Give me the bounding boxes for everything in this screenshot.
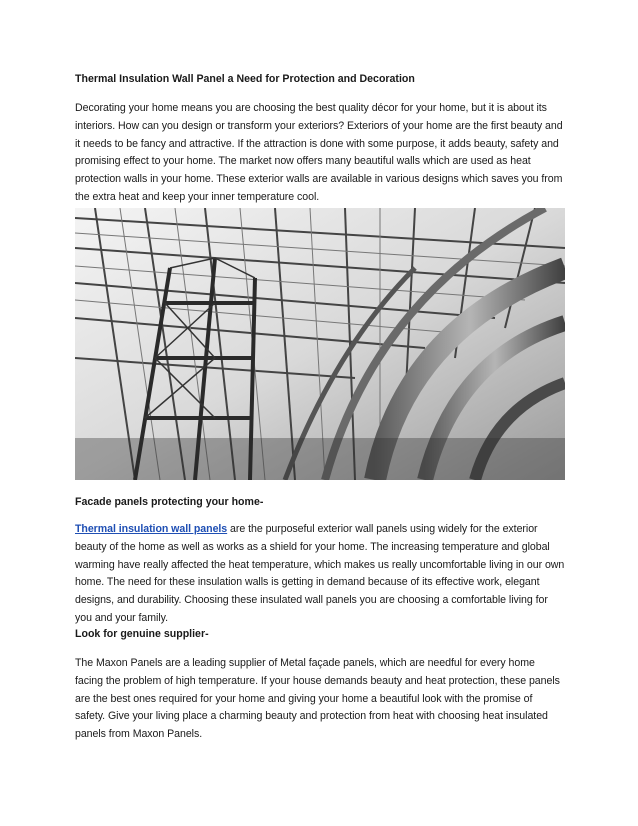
intro-paragraph: Decorating your home means you are choosing the best quality décor for your home, but it is about its interiors. How can you design or transform your exteriors? Exteriors of your home are the first beauty and it needs to be fancy and attractive. If the attraction is done with some purpose, it adds beauty, safety and promising effect to your home. The market now offers many beautiful walls which are used as heat protection walls in your home. These exterior walls are available in various designs which saves you from the extra heat and keep your inner temperature cool. [75, 102, 563, 203]
thermal-panels-link[interactable]: Thermal insulation wall panels [75, 523, 228, 535]
glass-roof-photo [75, 208, 565, 480]
supplier-paragraph: The Maxon Panels are a leading supplier of Metal façade panels, which are needful for every home facing the problem of high temperature. If your house demands beauty and heat protection, these panels are the best ones required for your home and giving your home a beautiful look with the promise of safety. Give your living place a charming beauty and protection from heat with choosing heat insulated panels from Maxon Panels. [75, 657, 560, 741]
section-heading-supplier: Look for genuine supplier- [75, 628, 209, 640]
facade-paragraph-text: are the purposeful exterior wall panels using widely for the exterior beauty of the home as well as works as a shield for your home. The increasing temperature and global warming have really affected the heat temperature, which makes us really uncomfortable living in our own home. The need for these insulation walls is getting in demand because of its effective work, elegant designs, and durability. Choosing these insulated wall panels you are choosing a comfortable living for you and your family. [75, 523, 565, 624]
section-heading-facade: Facade panels protecting your home- [75, 496, 264, 508]
facade-paragraph [75, 521, 565, 628]
document-title: Thermal Insulation Wall Panel a Need for Protection and Decoration [75, 73, 415, 85]
